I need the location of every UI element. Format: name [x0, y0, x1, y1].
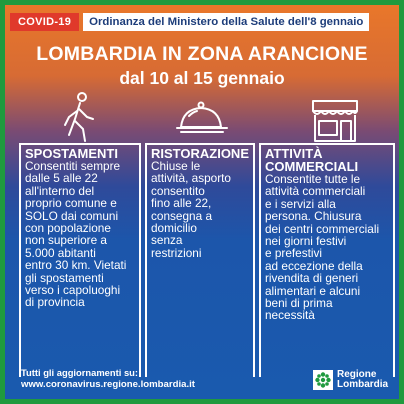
shop-storefront-icon [309, 97, 361, 143]
covid-tag: COVID-19 [10, 13, 79, 31]
logo-line2: Lombardia [337, 379, 389, 390]
attivita-text: Consentite tutte le attività commerciali e i servizi alla persona. Chiusura dei centri commerciali nei giorni festivi e prefestivi ad eccezione della rivendita di generi alimentari e alcuni beni di prima necessità [265, 172, 380, 323]
column-ristorazione [145, 143, 255, 377]
logo-text [337, 370, 388, 390]
food-cloche-icon [175, 101, 231, 141]
updates-label: Tutti gli aggiornamenti su: [21, 367, 139, 378]
walking-person-icon [55, 91, 105, 143]
header-bar [10, 11, 394, 33]
attivita-heading-line1: ATTIVITÀ [265, 146, 323, 161]
website-link[interactable]: www.coronavirus.regione.lombardia.it [21, 379, 195, 390]
spostamenti-heading: SPOSTAMENTI [25, 146, 118, 161]
page-title: LOMBARDIA IN ZONA ARANCIONE [36, 43, 368, 65]
column-attivita-commerciali [259, 143, 395, 377]
page-subtitle: dal 10 al 15 gennaio [119, 68, 285, 88]
ristorazione-heading: RISTORAZIONE [151, 146, 249, 161]
regione-lombardia-logo [313, 367, 391, 393]
ordinance-label: Ordinanza del Ministero della Salute dell'8 gennaio [83, 13, 369, 31]
lombardia-rose-icon [313, 370, 333, 390]
attivita-heading-line2: COMMERCIALI [265, 159, 359, 174]
ristorazione-text: Chiuse le attività, asporto consentito fino alle 22, consegna a domicilio senza restrizioni [151, 159, 231, 260]
spostamenti-text: Consentiti sempre dalle 5 alle 22 all'interno del proprio comune e SOLO dai comuni con popolazione non superiore a 5.000 abitanti entro 30 km. Vietati gli spostamenti verso i capoluoghi di provincia [25, 159, 127, 310]
logo-line1: Regione [337, 369, 377, 380]
column-spostamenti [19, 143, 141, 377]
